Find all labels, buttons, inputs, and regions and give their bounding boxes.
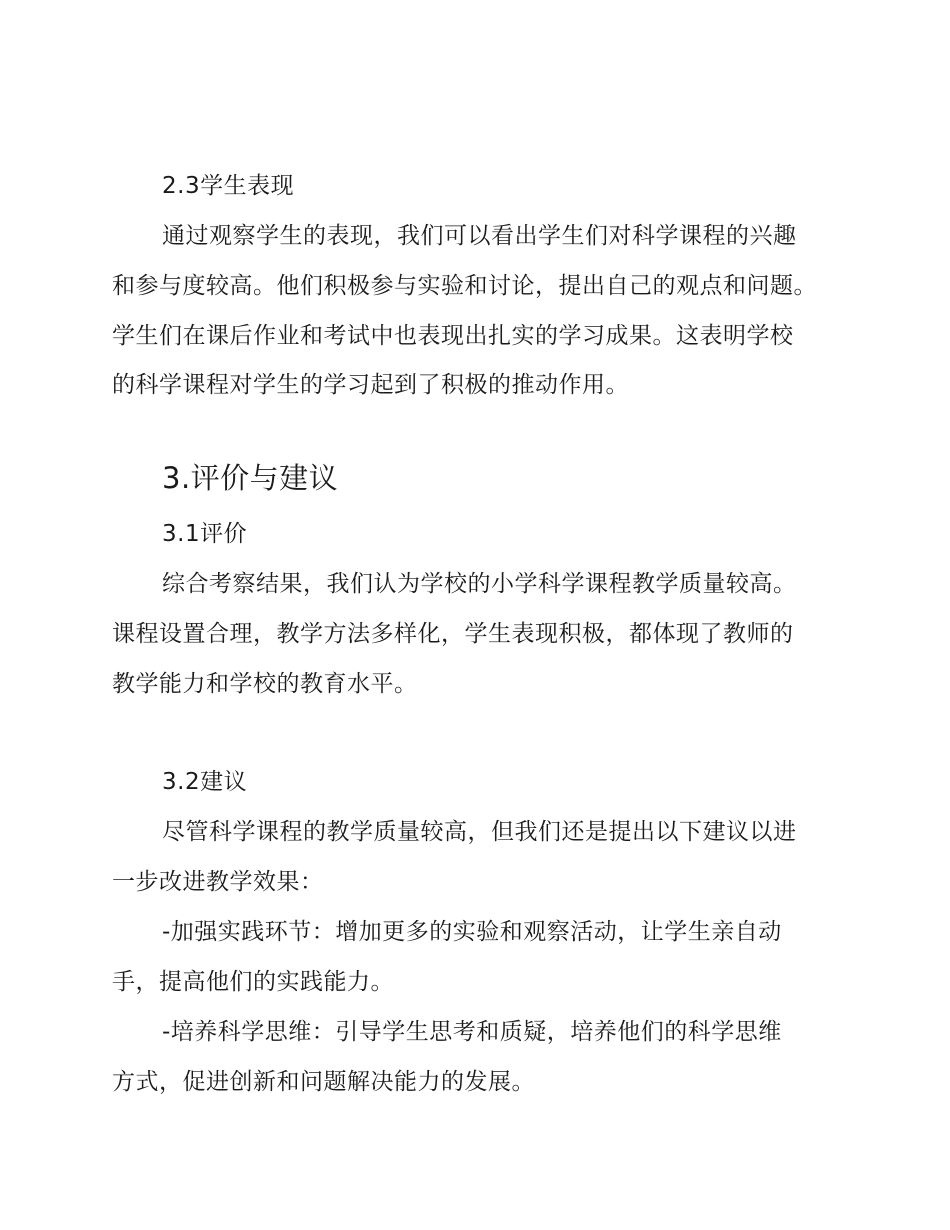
section-heading-2-3: 2.3学生表现 [162, 173, 295, 199]
section-heading-3: 3.评价与建议 [162, 461, 339, 495]
paragraph-line: 通过观察学生的表现，我们可以看出学生们对科学课程的兴趣 [162, 223, 797, 249]
paragraph-line: 课程设置合理，教学方法多样化，学生表现积极，都体现了教师的 [112, 621, 794, 647]
list-item: -培养科学思维：引导学生思考和质疑，培养他们的科学思维 [162, 1019, 782, 1045]
list-item: -加强实践环节：增加更多的实验和观察活动，让学生亲自动 [162, 919, 782, 945]
list-item-continuation: 方式，促进创新和问题解决能力的发展。 [112, 1069, 535, 1095]
section-heading-3-2: 3.2建议 [162, 769, 248, 795]
list-item-continuation: 手，提高他们的实践能力。 [112, 969, 394, 995]
paragraph-line: 的科学课程对学生的学习起到了积极的推动作用。 [112, 372, 629, 398]
section-heading-3-1: 3.1评价 [162, 521, 248, 547]
paragraph-line: 一步改进教学效果： [112, 869, 324, 895]
paragraph-line: 尽管科学课程的教学质量较高，但我们还是提出以下建议以进 [162, 819, 797, 845]
paragraph-line: 教学能力和学校的教育水平。 [112, 671, 418, 697]
paragraph-line: 和参与度较高。他们积极参与实验和讨论，提出自己的观点和问题。 [112, 273, 817, 299]
paragraph-line: 学生们在课后作业和考试中也表现出扎实的学习成果。这表明学校 [112, 323, 794, 349]
paragraph-line: 综合考察结果，我们认为学校的小学科学课程教学质量较高。 [162, 571, 797, 597]
